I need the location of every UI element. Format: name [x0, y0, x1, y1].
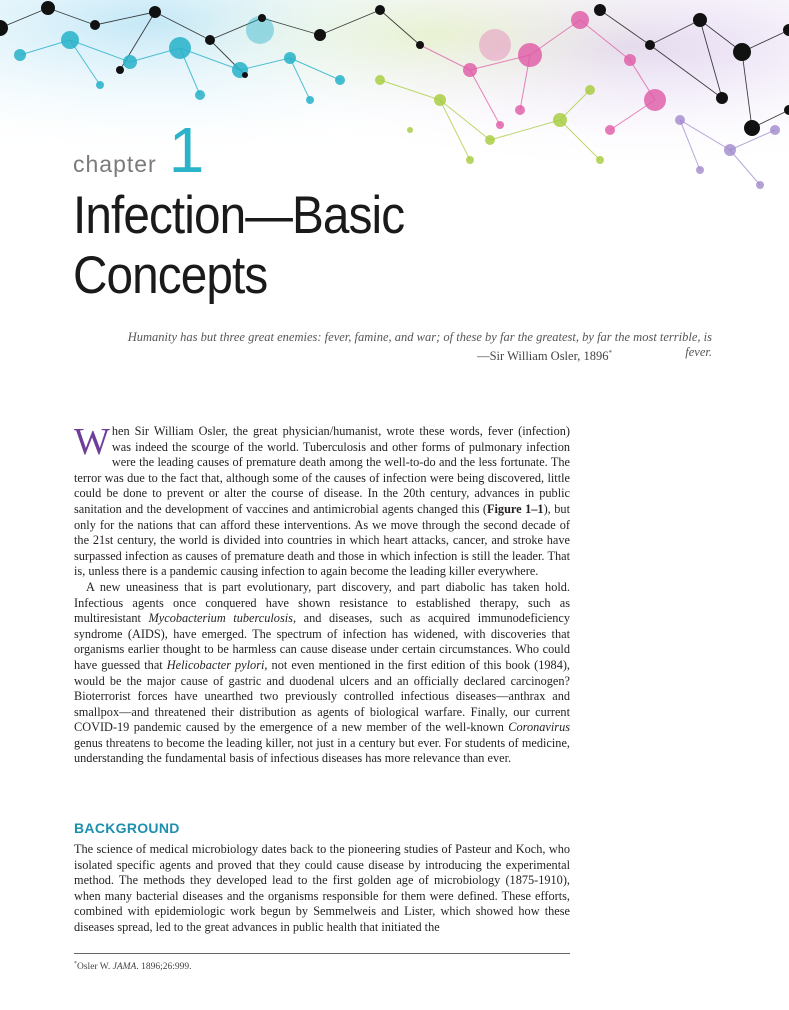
section-heading-background: BACKGROUND	[74, 820, 180, 836]
footnote-mark: *	[74, 961, 77, 967]
p1-text-b: ), but only for the nations that can afford these interventions. As we move through the second decade of the 21st century, the world is divided into countries in which heart attacks, cancer, and stroke have surpassed infection as causes of premature death and those in which infection is still the leader. That is, unless there is a pandemic causing infection to again become the leading killer everywhere.	[74, 501, 570, 579]
chapter-word: chapter	[73, 151, 157, 177]
footnote-author: Osler W.	[77, 962, 113, 973]
drop-cap: W	[74, 421, 110, 463]
chapter-title-line-2: Concepts	[73, 246, 268, 305]
epigraph-attribution	[300, 349, 612, 364]
footnote-journal: JAMA	[112, 962, 137, 973]
organism-name: Coronavirus	[508, 720, 570, 735]
organism-name: Mycobacterium tuberculosis	[148, 611, 293, 626]
attribution-footnote-mark: *	[608, 349, 612, 357]
chapter-number: 1	[168, 114, 206, 186]
chapter-title	[73, 186, 404, 306]
p2-text-b: , and diseases, such as acquired immunodeficiency syndrome (AIDS), have emerged. The spectrum of infection has widened, with discoveries that organisms earlier thought to be harmless can cause disease under certain circumstances. Who could have guessed that	[74, 611, 570, 672]
footnote-divider	[74, 953, 570, 954]
footnote-citation: . 1896;26:999.	[136, 962, 192, 973]
p2-text-d: genus threatens to become the leading killer, not just in a century but ever. For students of medicine, understanding the fundamental basis of infectious diseases has more relevance than ever.	[74, 735, 570, 766]
p2-text-c: , not even mentioned in the first edition of this book (1984), would be the major cause of gastric and duodenal ulcers and an officially declared carcinogen? Bioterrorist forces have unearthed two previously controlled infectious diseases—anthrax and smallpox—and threatened their distribution as agents of biological warfare. Finally, our current COVID-19 pandemic caused by the emergence of a new member of the well-known	[74, 657, 571, 735]
footnote	[74, 961, 192, 972]
organism-name: Helicobacter pylori	[166, 657, 265, 672]
intro-body	[74, 421, 571, 767]
epigraph-quote: Humanity has but three great enemies: fever, famine, and war; of these by far the greatest, by far the most terrible, is fever.	[127, 330, 712, 359]
chapter-title-line-1: Infection—Basic	[73, 186, 405, 245]
chapter-label	[73, 114, 206, 186]
intro-paragraph-2	[74, 580, 570, 767]
intro-paragraph-1	[74, 421, 570, 580]
p2-text-a: A new uneasiness that is part evolutionary, part discovery, and part diabolic has taken hold. Infectious agents once conquered have shown resistance to established therapy, such as multiresistant	[74, 579, 570, 626]
p1-text-a: hen Sir William Osler, the great physician/humanist, wrote these words, fever (infection) was indeed the scourge of the world. Tuberculosis and other forms of pulmonary infection were the leading causes of premature death among the well-to-do and the less fortunate. The terror was due to the fact that, although some of the causes of infection were being discovered, little could be done to prevent or alter the course of disease. In the 20th century, advances in public sanitation and the development of vaccines and antimicrobial agents changed this (	[74, 424, 570, 516]
figure-reference: Figure 1–1	[487, 501, 544, 516]
background-paragraph: The science of medical microbiology dates back to the pioneering studies of Pasteur and Koch, who isolated specific agents and proved that they could cause disease by introducing the experimental method. The methods they developed lead to the first golden age of microbiology (1875-1910), when many bacterial diseases and the organisms responsible for them were defined. These efforts, combined with epidemiologic work begun by Semmelweis and Lister, which showed how these diseases spread, led to the great advances in public health that initiated the	[74, 842, 570, 934]
attribution-text: —Sir William Osler, 1896	[477, 349, 609, 364]
